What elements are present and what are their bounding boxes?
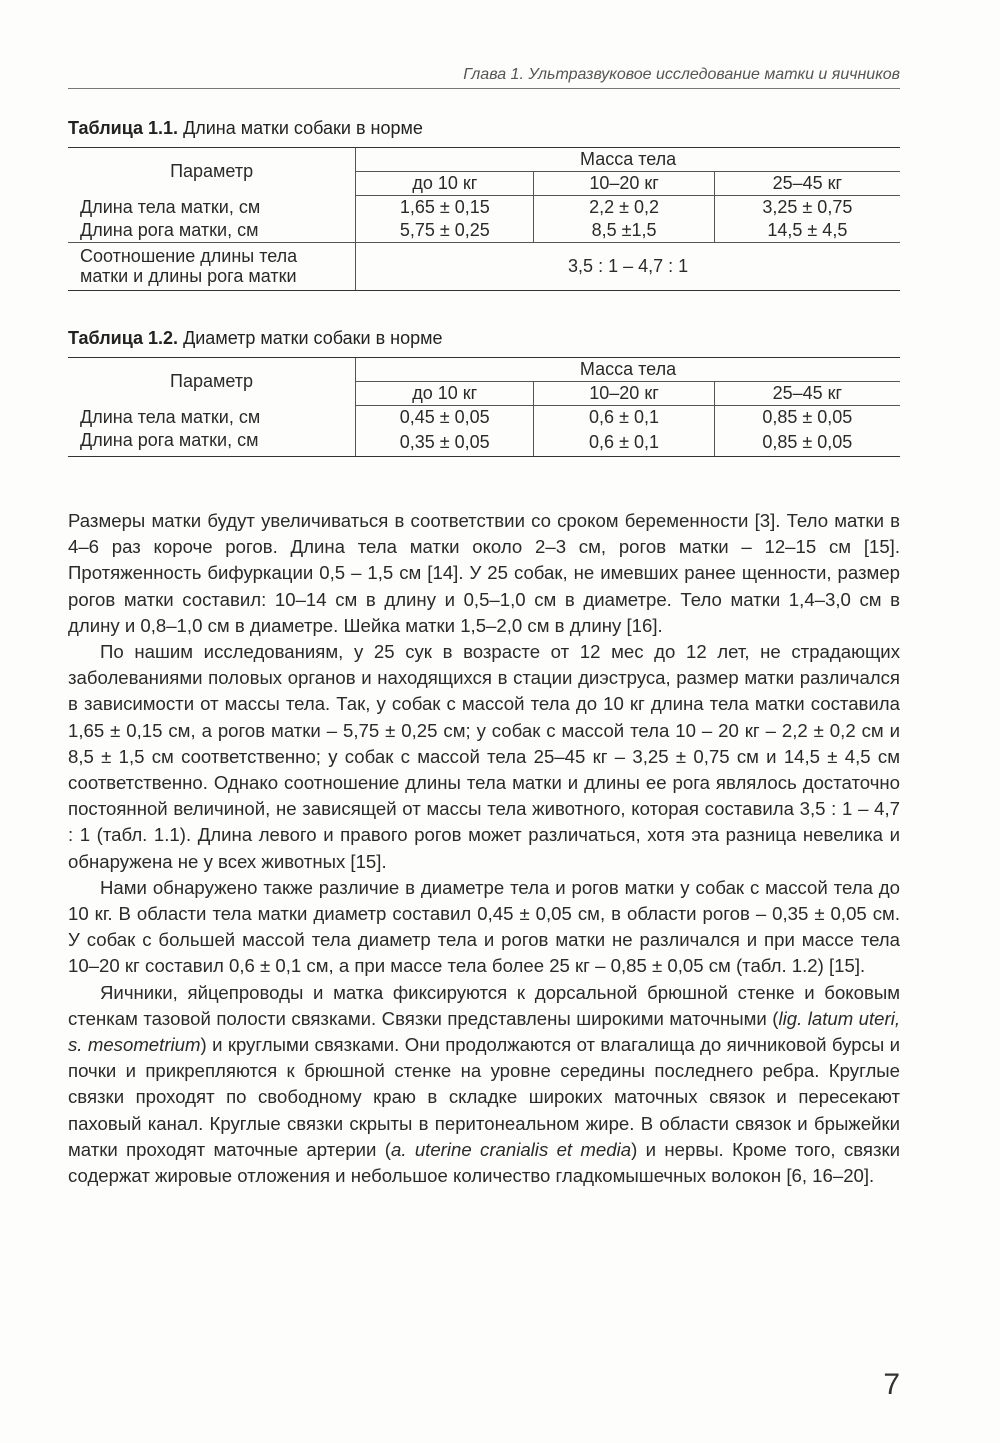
table-cell: 0,35 ± 0,05 [356,429,534,457]
table2-caption-label: Таблица 1.2. [68,328,179,348]
table1-caption-text: Длина матки собаки в норме [178,118,423,138]
row-label: Длина тела матки, см [80,406,261,427]
table-row [68,406,900,430]
table-cell: 5,75 ± 0,25 [356,219,534,243]
table1-param-header: Параметр [68,148,356,196]
table-cell: 0,6 ± 0,1 [534,429,714,457]
table-cell: 14,5 ± 4,5 [714,219,900,243]
paragraph: Нами обнаружено также различие в диаметре тела и рогов матки у собак с массой тела до 10 кг. В области тела матки диаметр составил 0,45 ± 0,05 см, в области рогов – 0,35 ± 0,05 см. У собак с большей массой тела диаметр тела и рогов матки не различался и при массе тела 10–20 кг составил 0,6 ± 0,1 см, а при массе тела более 25 кг – 0,85 ± 0,05 см (табл. 1.2) [15]. [68,876,900,977]
paragraph-part: Яичники, яйцепроводы и матка фиксируются к дорсальной брюшной стенке и боковым стенкам тазовой полости связками. Связки представлены широкими маточными ( [68,981,900,1029]
paragraph: По нашим исследованиям, у 25 сук в возрасте от 12 мес до 12 лет, не страдающих заболеваниями половых органов и находящихся в стации диэструса, размер матки различался в зависимости от массы тела. Так, у собак с массой тела до 10 кг длина тела матки составила 1,65 ± 0,15 см, а рогов матки – 5,75 ± 0,25 см; у собак с массой тела 10 – 20 кг – 2,2 ± 0,2 см и 8,5 ± 1,5 см соответственно; у собак с массой тела 25–45 кг – 3,25 ± 0,75 см и 14,5 ± 4,5 см соответственно. Однако соотношение длины тела матки и длины ее рога являлось достаточно постоянной величиной, не зависящей от массы тела животного, которая составила 3,5 : 1 – 4,7 : 1 (табл. 1.1). Длина левого и правого рогов может различаться, хотя эта разница невелика и обнаружена не у всех животных [15]. [68,641,900,872]
row-label: Длина рога матки, см [68,219,356,243]
table1 [68,147,900,291]
ratio-label [68,243,356,291]
paragraph: Размеры матки будут увеличиваться в соответствии со сроком беременности [3]. Тело матки в 4–6 раз короче рогов. Длина тела матки около 2–3 см, рогов матки – 12–15 см [15]. Протяженность бифуркации 0,5 – 1,5 см [14]. У 25 собак, не имевших ранее щенности, размер рогов матки составил: 10–14 см в длину и 0,5–1,0 см в диаметре. Тело матки 1,4–3,0 см в длину и 0,8–1,0 см в диаметре. Шейка матки 1,5–2,0 см в длину [16]. [68,510,900,636]
table-row [68,219,900,243]
ratio-label-line1: Соотношение длины тела [80,246,298,266]
table2-caption-text: Диаметр матки собаки в норме [178,328,443,348]
paragraph [68,980,900,1190]
body-text [68,508,900,1189]
table-cell: 1,65 ± 0,15 [356,196,534,220]
table2-group-header: Масса тела [356,358,900,382]
running-head: Глава 1. Ультразвуковое исследование матки и яичников [68,66,900,89]
row-label: Длина тела матки, см [80,196,261,217]
table-cell: 8,5 ±1,5 [534,219,714,243]
table1-caption [68,118,423,139]
table2-col-header: до 10 кг [356,382,534,406]
latin-term: a. uterine cranialis et media [390,1138,632,1160]
table2-caption [68,328,443,349]
table1-caption-label: Таблица 1.1. [68,118,179,138]
ratio-value: 3,5 : 1 – 4,7 : 1 [356,243,900,291]
page-number: 7 [883,1368,900,1401]
table-row [68,429,900,457]
ratio-label-line2: матки и длины рога матки [80,266,297,286]
table1-group-header: Масса тела [356,148,900,172]
table-cell: 0,6 ± 0,1 [534,406,714,430]
table1-col-header: 25–45 кг [714,172,900,196]
table-cell: 2,2 ± 0,2 [534,196,714,220]
paragraph-part: ) и нервы. Кроме того, связки содержат жировые отложения и небольшое количество гладкомышечных волокон [6, 16–20]. [68,1138,901,1187]
paragraph-part: ) и круглыми связками. Они продолжаются от влагалища до яичниковой бурсы и почки и прикрепляются к брюшной стенке на уровне середины последнего ребра. Круглые связки проходят по свободному краю в складке широких маточных связок и пересекают паховый канал. Круглые связки скрыты в перитонеальном жире. В области связок и брыжейки матки проходят маточные артерии ( [68,1034,901,1160]
latin-term: lig. latum uteri, s. mesometrium [68,1007,901,1056]
table2-col-header: 25–45 кг [714,382,900,406]
table2-param-header: Параметр [68,358,356,406]
row-label: Длина рога матки, см [68,429,356,457]
table-cell: 0,45 ± 0,05 [356,406,534,430]
table2-col-header: 10–20 кг [534,382,714,406]
table-cell: 3,25 ± 0,75 [714,196,900,220]
table-cell: 0,85 ± 0,05 [714,406,900,430]
table2 [68,357,900,457]
table-row [68,196,900,220]
table-row [68,243,900,291]
table1-col-header: до 10 кг [356,172,534,196]
table-cell: 0,85 ± 0,05 [714,429,900,457]
table1-col-header: 10–20 кг [534,172,714,196]
